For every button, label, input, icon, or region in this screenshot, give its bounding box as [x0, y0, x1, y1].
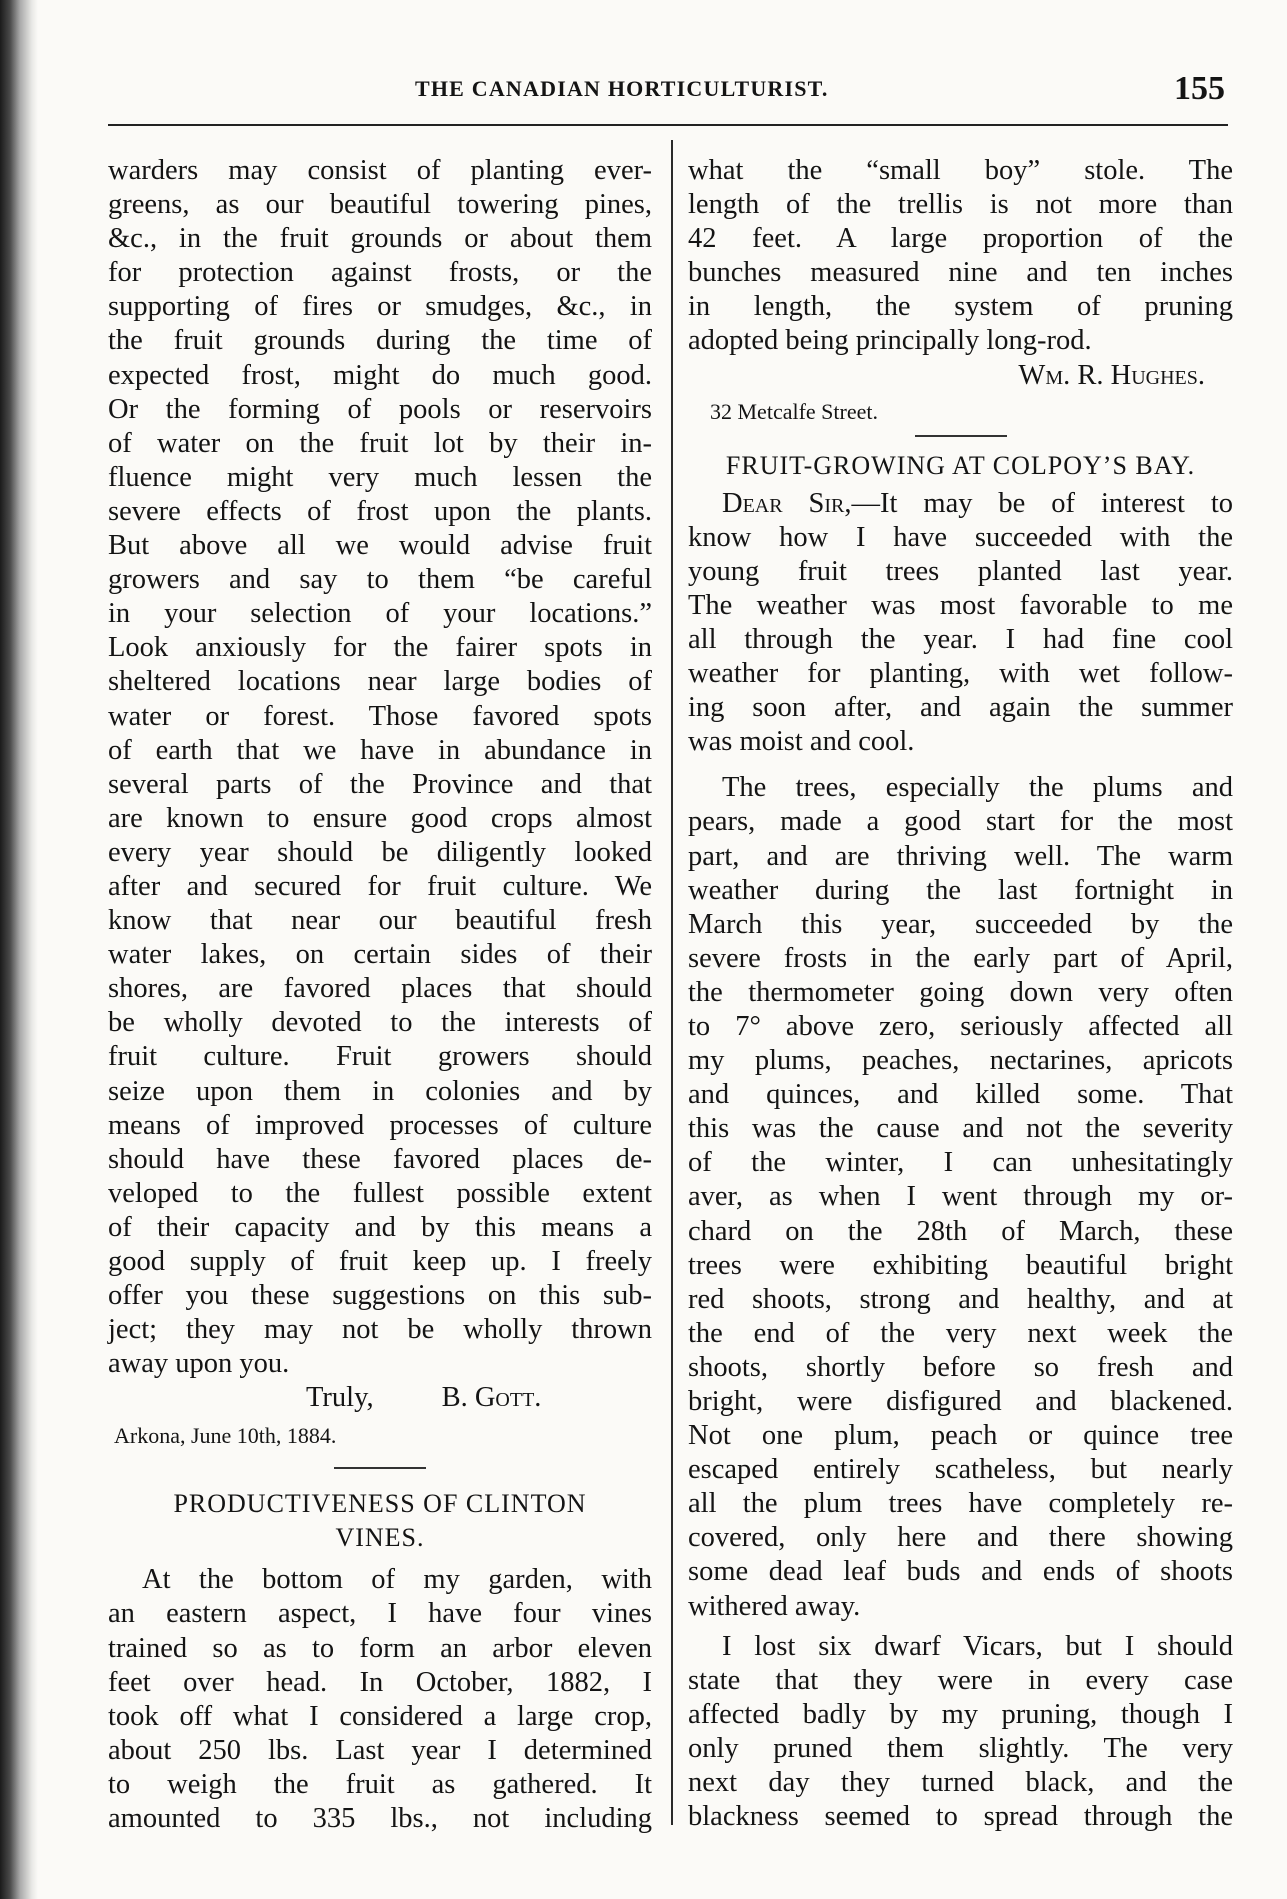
text-line: warders may consist of planting ever-: [108, 155, 652, 186]
text-line: what the “small boy” stole. The: [688, 155, 1233, 186]
text-line: length of the trellis is not more than: [688, 189, 1233, 221]
text-line: about 250 lbs. Last year I determined: [108, 1734, 652, 1766]
text-line: fluence might very much lessen the: [108, 461, 652, 493]
text-line: of their capacity and by this means a: [108, 1211, 652, 1243]
text-line: Not one plum, peach or quince tree: [688, 1420, 1233, 1452]
text-line: I lost six dwarf Vicars, but I should: [722, 1630, 1233, 1662]
article-heading-line2: VINES.: [335, 1523, 425, 1553]
text-line: covered, only here and there showing: [688, 1522, 1233, 1554]
place-date: Arkona, June 10th, 1884.: [114, 1423, 337, 1449]
text-line: sheltered locations near large bodies of: [108, 666, 652, 698]
text-line: water lakes, on certain sides of their: [108, 939, 652, 971]
text-line: blackness seemed to spread through the: [688, 1801, 1233, 1833]
gott-letter-body: [108, 154, 652, 1381]
text-line: weather during the last fortnight in: [688, 874, 1233, 906]
text-line: 42 feet. A large proportion of the: [688, 223, 1233, 255]
text-line: But above all we would advise fruit: [108, 530, 652, 562]
text-line: are known to ensure good crops almost: [108, 802, 652, 834]
text-line: should have these favored places de-: [108, 1143, 652, 1175]
text-line: the end of the very next week the: [688, 1317, 1233, 1349]
text-line: The trees, especially the plums and: [722, 772, 1233, 804]
article-heading-line1: PRODUCTIVENESS OF CLINTON: [173, 1489, 587, 1519]
running-title: THE CANADIAN HORTICULTURIST.: [415, 76, 829, 101]
text-line: seize upon them in colonies and by: [108, 1075, 652, 1107]
section-divider: [915, 435, 1007, 437]
gott-signature: [108, 1381, 652, 1419]
signature-closing: Truly,: [306, 1382, 374, 1414]
colpoy-paragraph-3: [688, 1630, 1233, 1835]
text-line: withered away.: [688, 1590, 861, 1622]
text-line: to weigh the fruit as gathered. It: [108, 1768, 652, 1800]
text-line: red shoots, strong and healthy, and at: [688, 1283, 1233, 1315]
colpoy-paragraph-2: [688, 771, 1233, 1623]
text-line: all through the year. I had fine cool: [688, 623, 1233, 655]
text-line: March this year, succeeded by the: [688, 908, 1233, 940]
text-line: my plums, peaches, nectarines, apricots: [688, 1045, 1233, 1077]
text-line: fruit culture. Fruit growers should: [108, 1041, 652, 1073]
text-line: growers and say to them “be careful: [108, 564, 652, 596]
text-line: the thermometer going down very often: [688, 976, 1233, 1008]
text-line: some dead leaf buds and ends of shoots: [688, 1556, 1233, 1588]
text-line: expected frost, might do much good.: [108, 359, 652, 391]
text-line: and quinces, and killed some. That: [688, 1079, 1233, 1111]
text-line: severe effects of frost upon the plants.: [108, 495, 652, 527]
salutation: Dear Sir,: [722, 487, 852, 519]
text-line: greens, as our beautiful towering pines,: [108, 189, 652, 221]
text-line: to 7° above zero, seriously affected all: [688, 1010, 1233, 1042]
text-line: know that near our beautiful fresh: [108, 905, 652, 937]
left-column: [108, 154, 652, 1836]
text-line: state that they were in every case: [688, 1664, 1233, 1696]
text-line: for protection against frosts, or the: [108, 257, 652, 289]
page-binding-shadow: [0, 0, 38, 1899]
text-line: in your selection of your locations.”: [108, 598, 652, 630]
text-line: adopted being principally long-rod.: [688, 325, 1092, 357]
text-line: part, and are thriving well. The warm: [688, 840, 1233, 872]
text-line: of water on the fruit lot by their in-: [108, 427, 652, 459]
clinton-article-body: [108, 1563, 652, 1836]
text-line: feet over head. In October, 1882, I: [108, 1666, 652, 1698]
article-heading: FRUIT-GROWING AT COLPOY’S BAY.: [725, 450, 1196, 480]
text-line: offer you these suggestions on this sub-: [108, 1280, 652, 1312]
text-line: away upon you.: [108, 1348, 290, 1380]
text-line: [688, 487, 1233, 521]
page-number: 155: [1174, 70, 1225, 107]
text-line: an eastern aspect, I have four vines: [108, 1598, 652, 1630]
text-line: Or the forming of pools or reservoirs: [108, 393, 652, 425]
column-rule: [671, 140, 673, 1825]
text-line: the fruit grounds during the time of: [108, 325, 652, 357]
text-line: The weather was most favorable to me: [688, 589, 1233, 621]
text-line: Look anxiously for the fairer spots in: [108, 632, 652, 664]
page-header: [110, 72, 1235, 112]
text-line: several parts of the Province and that: [108, 768, 652, 800]
text-line: shores, are favored places that should: [108, 973, 652, 1005]
text-line: took off what I considered a large crop,: [108, 1700, 652, 1732]
text-line: was moist and cool.: [688, 726, 915, 758]
text-line: next day they turned black, and the: [688, 1767, 1233, 1799]
text-line: be wholly devoted to the interests of: [108, 1007, 652, 1039]
text-line: veloped to the fullest possible extent: [108, 1177, 652, 1209]
clinton-continued-body: [688, 154, 1233, 359]
text-line: water or forest. Those favored spots: [108, 700, 652, 732]
text-line: young fruit trees planted last year.: [688, 555, 1233, 587]
text-line: after and secured for fruit culture. We: [108, 870, 652, 902]
text-line: severe frosts in the early part of April,: [688, 942, 1233, 974]
text-line: every year should be diligently looked: [108, 836, 652, 868]
text-line: only pruned them slightly. The very: [688, 1732, 1233, 1764]
signature-author: Wm. R. Hughes.: [1018, 359, 1205, 391]
text-line: this was the cause and not the severity: [688, 1113, 1233, 1145]
text-line: bunches measured nine and ten inches: [688, 257, 1233, 289]
text-line: of the winter, I can unhesitatingly: [688, 1147, 1233, 1179]
header-rule: [108, 124, 1228, 126]
text-line: ject; they may not be wholly thrown: [108, 1314, 652, 1346]
text-line: aver, as when I went through my or-: [688, 1181, 1233, 1213]
signature-author: B. Gott.: [441, 1382, 542, 1414]
right-column: [688, 154, 1233, 1834]
text-line: in length, the system of pruning: [688, 291, 1233, 323]
text-line: ing soon after, and again the summer: [688, 692, 1233, 724]
text-line: weather for planting, with wet follow-: [688, 658, 1233, 690]
text-line: affected badly by my pruning, though I: [688, 1698, 1233, 1730]
text-line: of earth that we have in abundance in: [108, 734, 652, 766]
text-line: At the bottom of my garden, with: [142, 1564, 652, 1596]
text-line: bright, were disfigured and blackened.: [688, 1386, 1233, 1417]
text-line: all the plum trees have completely re-: [688, 1488, 1233, 1520]
text-line: amounted to 335 lbs., not including: [108, 1803, 652, 1835]
text-line: &c., in the fruit grounds or about them: [108, 223, 652, 255]
text-line: good supply of fruit keep up. I freely: [108, 1246, 652, 1277]
text-line: trees were exhibiting beautiful bright: [688, 1249, 1233, 1281]
text-line-content: —It may be of interest to: [851, 487, 1234, 519]
text-line: supporting of fires or smudges, &c., in: [108, 291, 652, 323]
text-line: know how I have succeeded with the: [688, 521, 1233, 553]
section-divider: [334, 1467, 426, 1469]
address-line: 32 Metcalfe Street.: [710, 398, 878, 424]
text-line: chard on the 28th of March, these: [688, 1215, 1233, 1247]
text-line: shoots, shortly before so fresh and: [688, 1351, 1233, 1383]
text-line: escaped entirely scatheless, but nearly: [688, 1454, 1233, 1486]
text-line: pears, made a good start for the most: [688, 806, 1233, 838]
hughes-signature: [688, 359, 1233, 395]
colpoy-paragraph-1: [688, 487, 1233, 760]
text-line: means of improved processes of culture: [108, 1109, 652, 1141]
text-line: trained so as to form an arbor eleven: [108, 1632, 652, 1664]
